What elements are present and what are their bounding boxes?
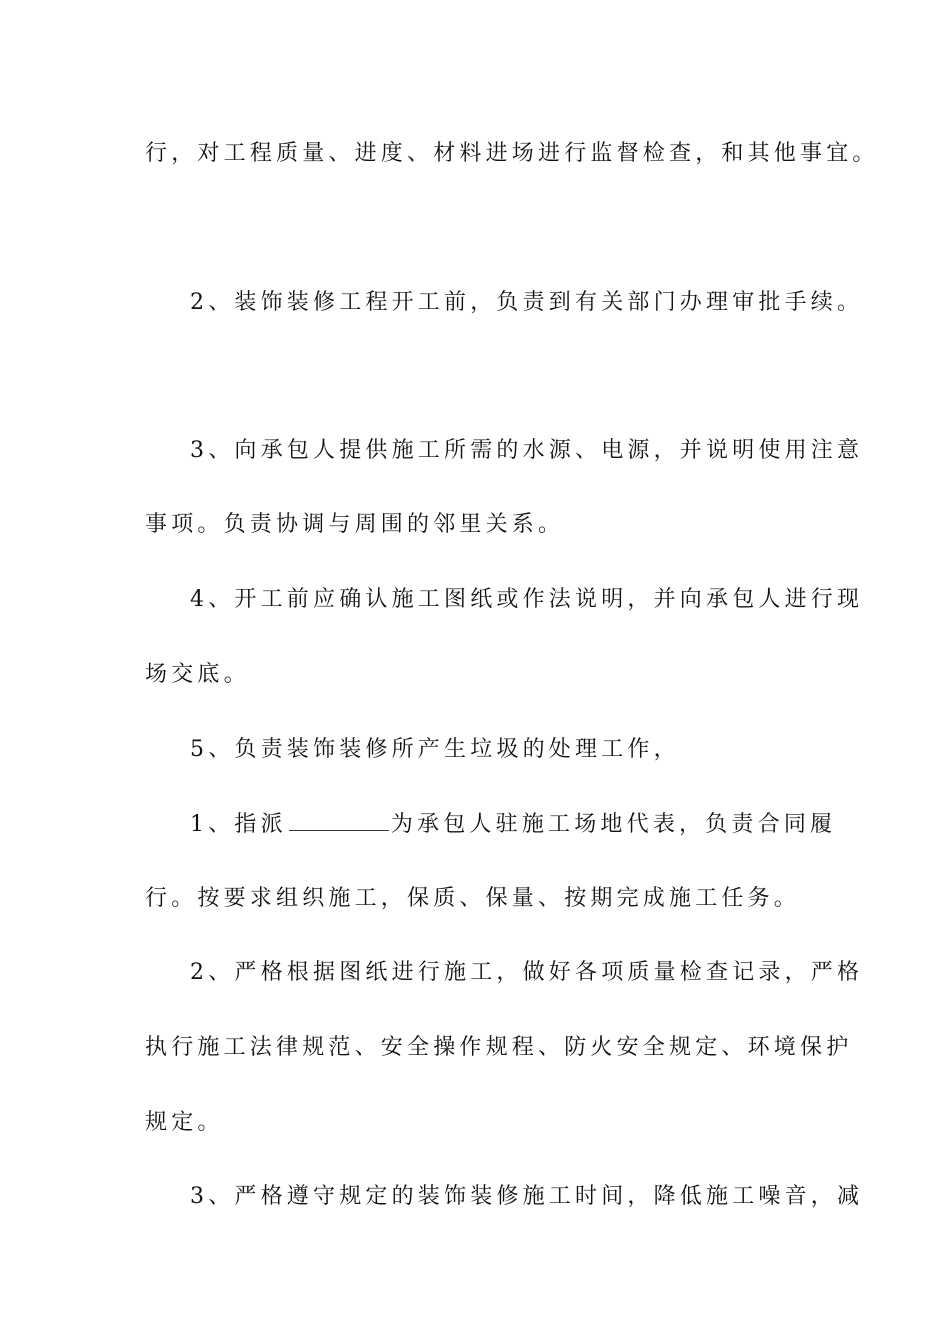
paragraph-line: 场交底。 xyxy=(145,662,250,687)
paragraph-line: 3、向承包人提供施工所需的水源、电源，并说明使用注意 xyxy=(190,438,864,463)
designate-line xyxy=(190,810,836,840)
paragraph-line: 执行施工法律规范、安全操作规程、防火安全规定、环境保护 xyxy=(145,1035,853,1060)
paragraph-line: 2、装饰装修工程开工前，负责到有关部门办理审批手续。 xyxy=(190,290,864,315)
designate-prefix: 1、指派 xyxy=(190,812,287,837)
paragraph-line: 行。按要求组织施工，保质、保量、按期完成施工任务。 xyxy=(145,886,801,911)
designate-suffix: 为承包人驻施工场地代表，负责合同履 xyxy=(390,812,837,837)
paragraph-line: 事项。负责协调与周围的邻里关系。 xyxy=(145,512,565,537)
paragraph-line: 5、负责装饰装修所产生垃圾的处理工作， xyxy=(190,737,680,762)
paragraph-line: 2、严格根据图纸进行施工，做好各项质量检查记录，严格 xyxy=(190,960,864,985)
paragraph-line: 4、开工前应确认施工图纸或作法说明，并向承包人进行现 xyxy=(190,587,864,612)
paragraph-line: 规定。 xyxy=(145,1110,224,1135)
paragraph-line: 行，对工程质量、进度、材料进场进行监督检查，和其他事宜。 xyxy=(145,141,879,166)
paragraph-line: 3、严格遵守规定的装饰装修施工时间，降低施工噪音，减 xyxy=(190,1184,864,1209)
fill-in-blank xyxy=(289,810,389,831)
